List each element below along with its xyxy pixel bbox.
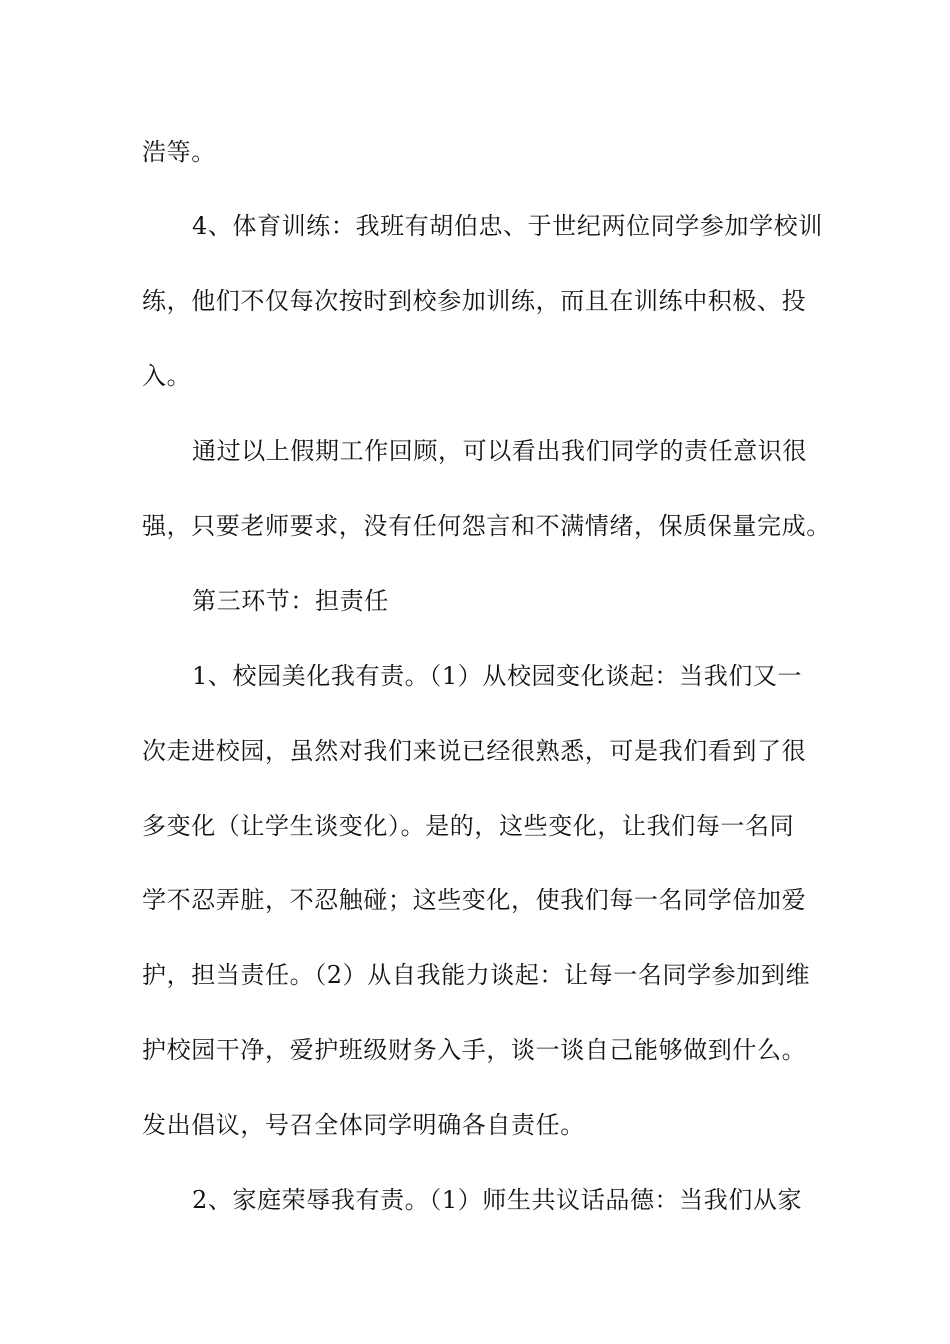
text-line: 入。 — [142, 362, 192, 390]
text-line: 学不忍弄脏，不忍触碰；这些变化，使我们每一名同学倍加爱 — [142, 886, 807, 914]
text-line: 多变化（让学生谈变化）。是的，这些变化，让我们每一名同 — [142, 812, 795, 840]
text-line: 4、体育训练：我班有胡伯忠、于世纪两位同学参加学校训 — [192, 212, 823, 240]
text-line: 2、家庭荣辱我有责。（1）师生共议话品德：当我们从家 — [192, 1186, 803, 1214]
text-line: 发出倡议，号召全体同学明确各自责任。 — [142, 1111, 585, 1139]
text-line: 次走进校园，虽然对我们来说已经很熟悉，可是我们看到了很 — [142, 737, 807, 765]
text-line: 练，他们不仅每次按时到校参加训练，而且在训练中积极、投 — [142, 287, 807, 315]
text-line: 浩等。 — [142, 138, 216, 166]
text-line: 护校园干净，爱护班级财务入手，谈一谈自己能够做到什么。 — [142, 1036, 807, 1064]
section-heading: 第三环节：担责任 — [192, 587, 389, 615]
text-line: 通过以上假期工作回顾，可以看出我们同学的责任意识很 — [192, 437, 807, 465]
text-line: 护，担当责任。（2）从自我能力谈起：让每一名同学参加到维 — [142, 961, 811, 989]
text-line: 1、校园美化我有责。（1）从校园变化谈起：当我们又一 — [192, 662, 803, 690]
text-line: 强，只要老师要求，没有任何怨言和不满情绪，保质保量完成。 — [142, 512, 831, 540]
